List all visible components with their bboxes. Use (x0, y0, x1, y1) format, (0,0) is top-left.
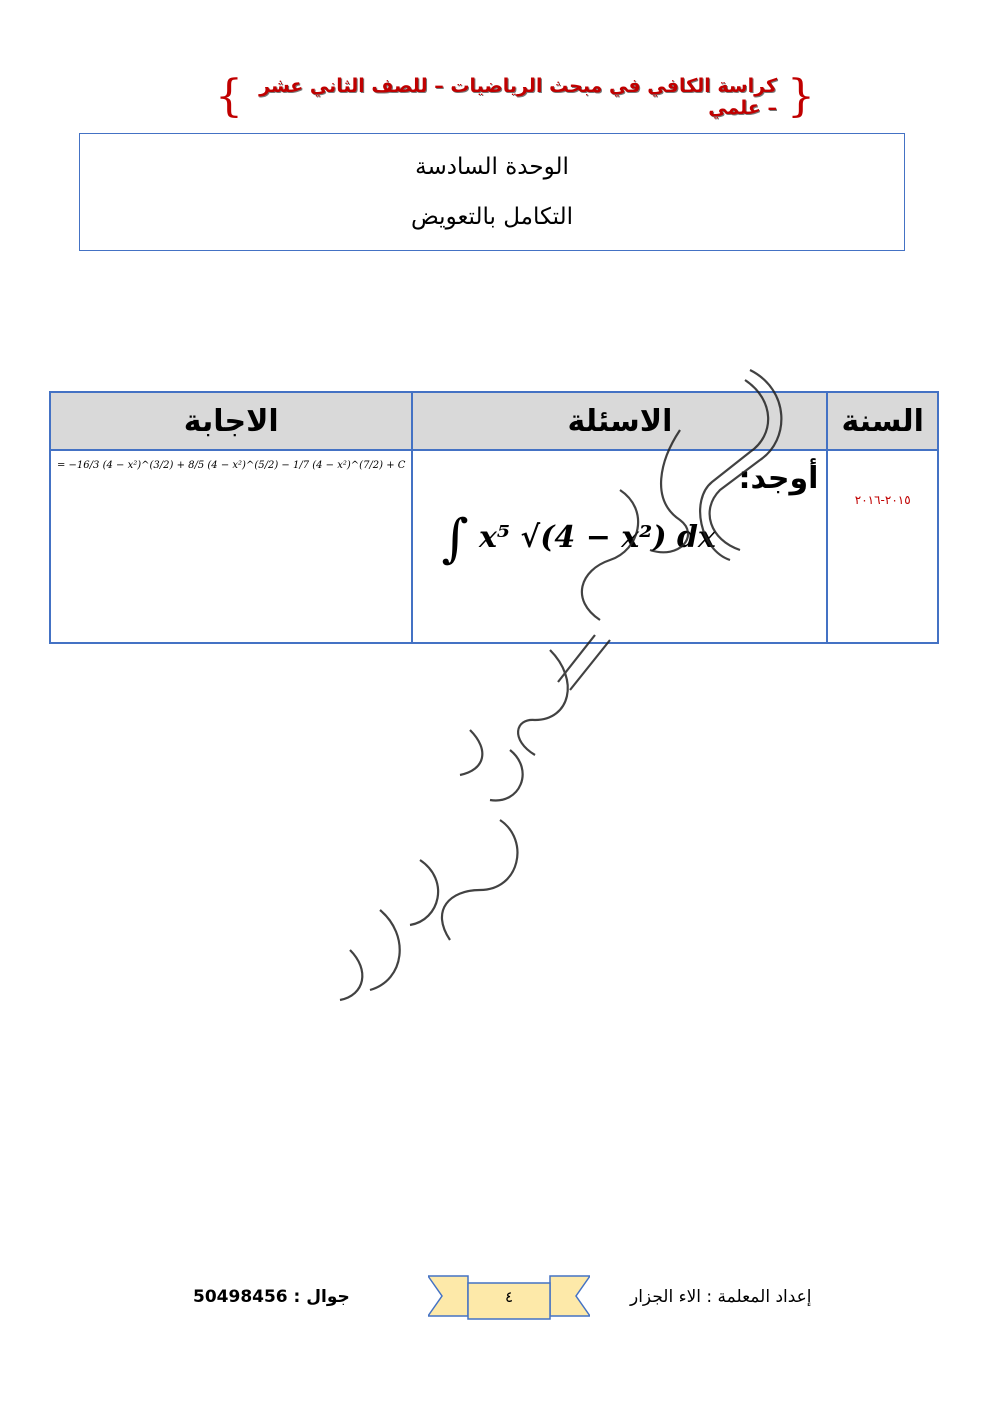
answer-cell (50, 450, 412, 643)
page-number: ٤ (504, 1288, 514, 1306)
integral-sign: ∫ (441, 509, 469, 569)
unit-number: الوحدة السادسة (415, 154, 569, 180)
header-year: السنة (827, 392, 938, 450)
questions-table (49, 391, 939, 644)
table-row (50, 450, 938, 643)
unit-topic: التكامل بالتعويض (411, 204, 574, 230)
header-title: كراسة الكافي في مبحث الرياضيات – للصف الثاني عشر – علمي (259, 75, 777, 119)
document-header (215, 72, 815, 122)
year-value: ٢٠١٥-٢٠١٦ (854, 493, 911, 507)
header-answer: الاجابة (50, 392, 412, 450)
brace-open: { (787, 71, 815, 122)
integral-expression (441, 509, 715, 569)
answer-expression: = −16/3 (4 − x²)^(3/2) + 8/5 (4 − x²)^(5/2) − 1/7 (4 − x²)^(7/2) + C (57, 460, 406, 471)
brace-close: } (215, 71, 243, 122)
unit-title-box (79, 133, 905, 251)
header-questions: الاسئلة (412, 392, 827, 450)
footer-prepared-by: إعداد المعلمة : الاء الجزار (630, 1287, 812, 1307)
table-header-row (50, 392, 938, 450)
question-cell (412, 450, 827, 643)
year-cell (827, 450, 938, 643)
footer-phone: جوال : 50498456 (193, 1287, 350, 1307)
question-label: أوجد: (738, 461, 819, 496)
integral-body: x⁵ √(4 − x²) dx (479, 520, 716, 555)
